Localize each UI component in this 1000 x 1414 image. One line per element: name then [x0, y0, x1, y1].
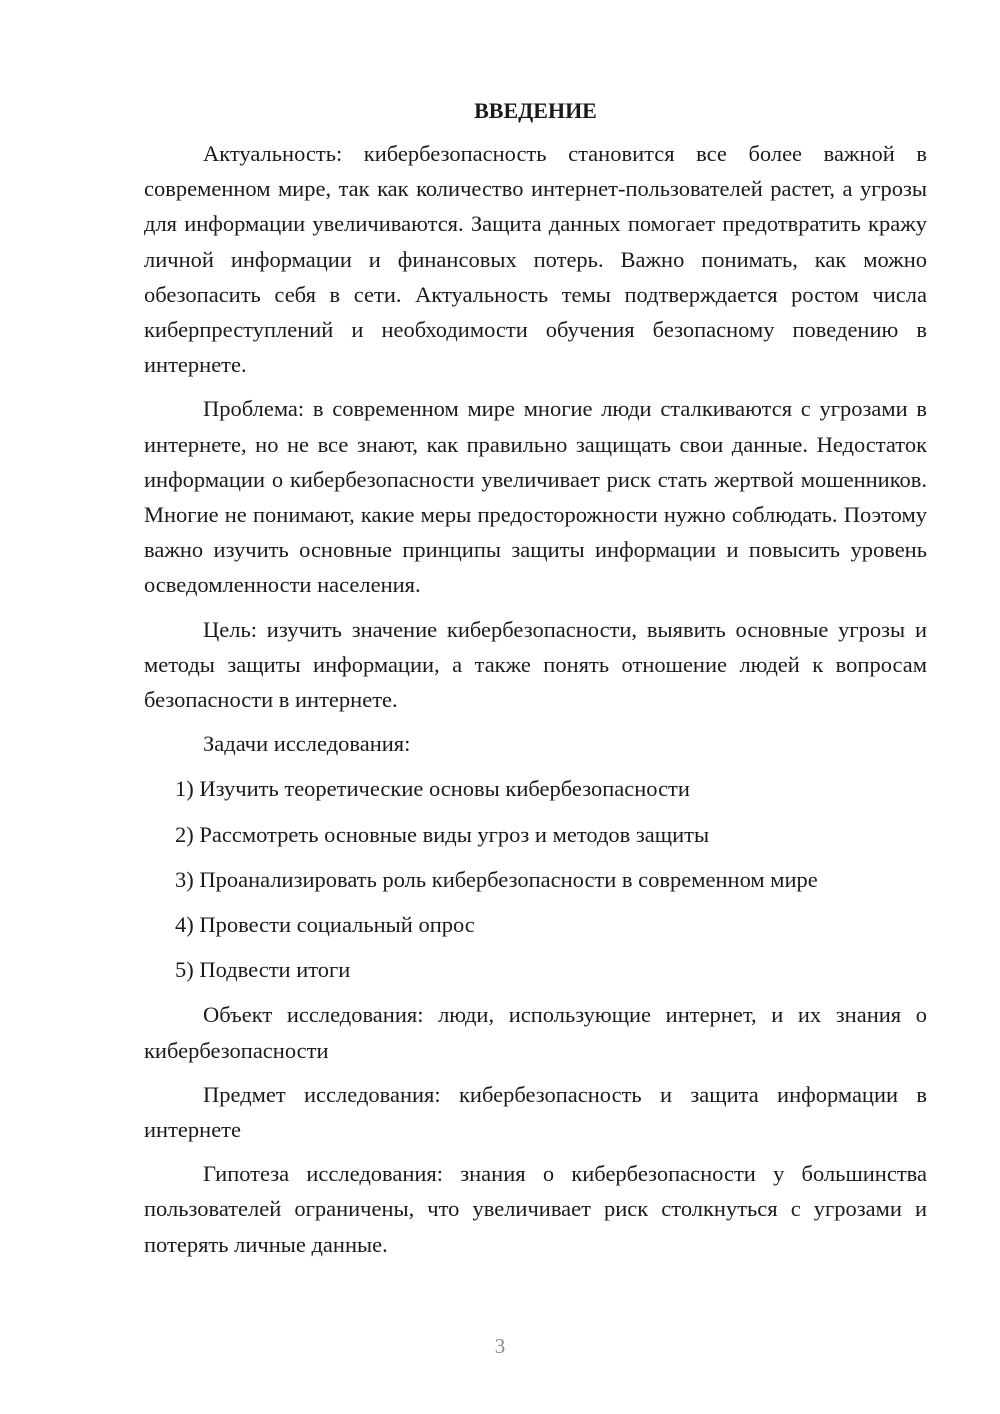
list-item: 5) Подвести итоги — [175, 957, 351, 983]
page-number: 3 — [494, 1334, 506, 1358]
document-page — [144, 96, 927, 1271]
relevance-paragraph: Актуальность: кибербезопасность становится все более важной в современном мире, так как количество интернет-пользователей растет, а угрозы для информации увеличиваются. Защита данных помогает предотвратить кражу личной информации и финансовых потерь. Важно понимать, как можно обезопасить себя в сети. Актуальность темы подтверждается ростом числа киберпреступлений и необходимости обучения безопасному поведению в интернете. — [144, 141, 927, 378]
subject-paragraph: Предмет исследования: кибербезопасность и защита информации в интернете — [144, 1081, 927, 1143]
list-item: 3) Проанализировать роль кибербезопасности в современном мире — [175, 866, 818, 892]
hypothesis-paragraph: Гипотеза исследования: знания о кибербезопасности у большинства пользователей ограничены, что увеличивает риск столкнуться с угрозами и потерять личные данные. — [144, 1161, 927, 1257]
tasks-heading: Задачи исследования: — [203, 731, 411, 757]
list-item: 4) Провести социальный опрос — [175, 912, 475, 938]
list-item: 2) Рассмотреть основные виды угроз и методов защиты — [175, 821, 710, 847]
goal-paragraph: Цель: изучить значение кибербезопасности, выявить основные угрозы и методы защиты информации, а также понять отношение людей к вопросам безопасности в интернете. — [144, 616, 927, 713]
page-title: ВВЕДЕНИЕ — [474, 98, 597, 123]
object-paragraph: Объект исследования: люди, использующие интернет, и их знания о кибербезопасности — [144, 1002, 927, 1063]
tasks-list — [144, 771, 927, 987]
list-item: 1) Изучить теоретические основы кибербезопасности — [175, 776, 690, 802]
problem-paragraph: Проблема: в современном мире многие люди сталкиваются с угрозами в интернете, но не все знают, как правильно защищать свои данные. Недостаток информации о кибербезопасности увеличивает риск стать жертвой мошенников. Многие не понимают, какие меры предосторожности нужно соблюдать. Поэтому важно изучить основные принципы защиты информации и повысить уровень осведомленности населения. — [144, 396, 927, 598]
